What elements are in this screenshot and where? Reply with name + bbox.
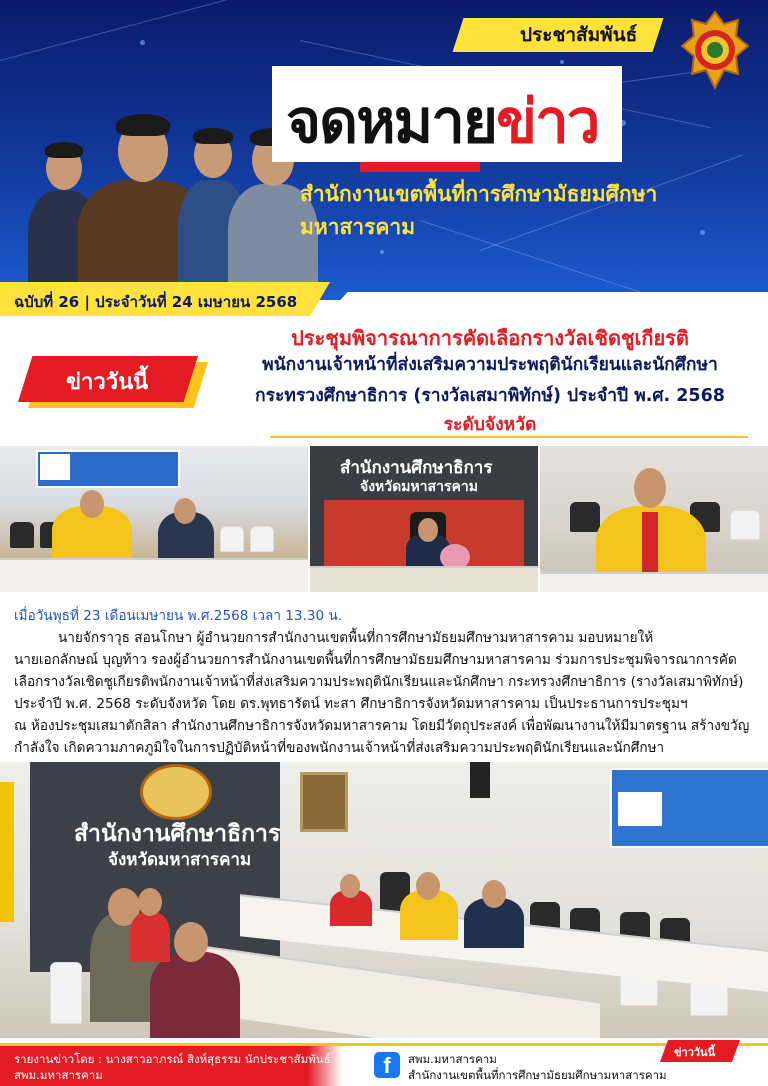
photo-meeting-room bbox=[0, 762, 768, 1038]
footer-tag-label: ข่าววันนี้ bbox=[674, 1046, 716, 1059]
photo-meeting-right bbox=[540, 446, 768, 592]
person-red-shirt-left bbox=[130, 912, 170, 962]
header-divider bbox=[330, 292, 768, 312]
title-accent-bar bbox=[360, 162, 480, 172]
portrait-frame bbox=[300, 772, 348, 832]
body-line-2: นายเอกลักษณ์ บุญท้าว รองผู้อำนวยการสำนักงานเขตพื้นที่การศึกษามัธยมศึกษามหาสารคาม ร่วมการประชุมพิจารณาการคัด bbox=[14, 652, 737, 668]
body-line-4: ประจำปี พ.ศ. 2568 ระดับจังหวัด โดย ดร.พุทธารัตน์ ทะสา ศึกษาธิการจังหวัดมหาสารคาม เป็นประธานการประชุมฯ bbox=[14, 696, 688, 712]
sign-line-1: สำนักงานศึกษาธิการ bbox=[340, 458, 493, 478]
issue-info: ฉบับที่ 26 | ประจำวันที่ 24 เมษายน 2568 bbox=[14, 293, 298, 311]
date-line: เมื่อวันพุธที่ 23 เดือนเมษายน พ.ศ.2568 เวลา 13.30 น. bbox=[14, 608, 343, 624]
pr-label: ประชาสัมพันธ์ bbox=[520, 24, 638, 46]
zero-logo bbox=[618, 792, 662, 826]
headline-line-1: ประชุมพิจารณาการคัดเลือกรางวัลเชิดชูเกียรติ bbox=[291, 326, 689, 350]
body-line-1: นายจักราวุธ สอนโกษา ผู้อำนวยการสำนักงานเขตพื้นที่การศึกษามัธยมศึกษามหาสารคาม มอบหมายให้ bbox=[58, 630, 654, 646]
ministry-emblem-icon bbox=[140, 764, 212, 820]
reporter-line-2: สพม.มหาสารคาม bbox=[14, 1068, 103, 1082]
headline-line-4: ระดับจังหวัด bbox=[443, 415, 537, 435]
body-line-5: ณ ห้องประชุมเสมาตักสิลา สำนักงานศึกษาธิการจังหวัดมหาสารคาม โดยมีวัตถุประสงค์ เพื่อพัฒนางานให้มีมาตรฐาน สร้างขวัญ bbox=[14, 718, 750, 734]
facebook-icon[interactable]: f bbox=[374, 1052, 400, 1078]
speaker bbox=[470, 762, 490, 798]
reporter-line-1: รายงานข่าวโดย : นางสาวอาภรณ์ สิงห์สุธรรม นักประชาสัมพันธ์ bbox=[14, 1052, 331, 1066]
facebook-page-subtitle: สำนักงานเขตพื้นที่การศึกษามัธยมศึกษามหาสารคาม bbox=[408, 1068, 667, 1082]
title-part-2: ข่าว bbox=[496, 87, 599, 157]
photo-meeting-center bbox=[310, 446, 538, 592]
newsletter-title bbox=[286, 74, 598, 169]
ministry-emblem-icon bbox=[680, 10, 750, 92]
body-line-3: เลือกรางวัลเชิดชูเกียรติพนักงานเจ้าหน้าที่ส่งเสริมความประพฤตินักเรียนและนักศึกษา กระทรวงศึกษาธิการ (รางวัลเสมาพิทักษ์) bbox=[14, 674, 744, 690]
person-maroon bbox=[150, 952, 240, 1038]
title-part-1: จดหมาย bbox=[286, 87, 497, 157]
sign-line-2: จังหวัดมหาสารคาม bbox=[360, 479, 478, 495]
headline-line-2: พนักงานเจ้าหน้าที่ส่งเสริมความประพฤตินักเรียนและนักศึกษา bbox=[262, 355, 718, 375]
headline-line-3: กระทรวงศึกษาธิการ (รางวัลเสมาพิทักษ์) ประจำปี พ.ศ. 2568 bbox=[255, 386, 725, 406]
photo-meeting-left bbox=[0, 446, 308, 592]
facebook-page-name[interactable]: สพม.มหาสารคาม bbox=[408, 1052, 497, 1066]
news-tag-label: ข่าววันนี้ bbox=[66, 370, 149, 395]
big-sign-line-2: จังหวัดมหาสารคาม bbox=[108, 850, 252, 870]
flag bbox=[0, 782, 14, 922]
zero-logo bbox=[40, 454, 70, 480]
big-sign-line-1: สำนักงานศึกษาธิการ bbox=[74, 821, 281, 847]
body-line-6: กำลังใจ เกิดความภาคภูมิใจในการปฏิบัติหน้าที่ของพนักงานเจ้าหน้าที่ส่งเสริมความประพฤตินักเรียนและนักศึกษา bbox=[14, 740, 665, 756]
headline-rule bbox=[270, 436, 748, 438]
office-name: สำนักงานเขตพื้นที่การศึกษามัธยมศึกษามหาสารคาม bbox=[300, 182, 658, 239]
